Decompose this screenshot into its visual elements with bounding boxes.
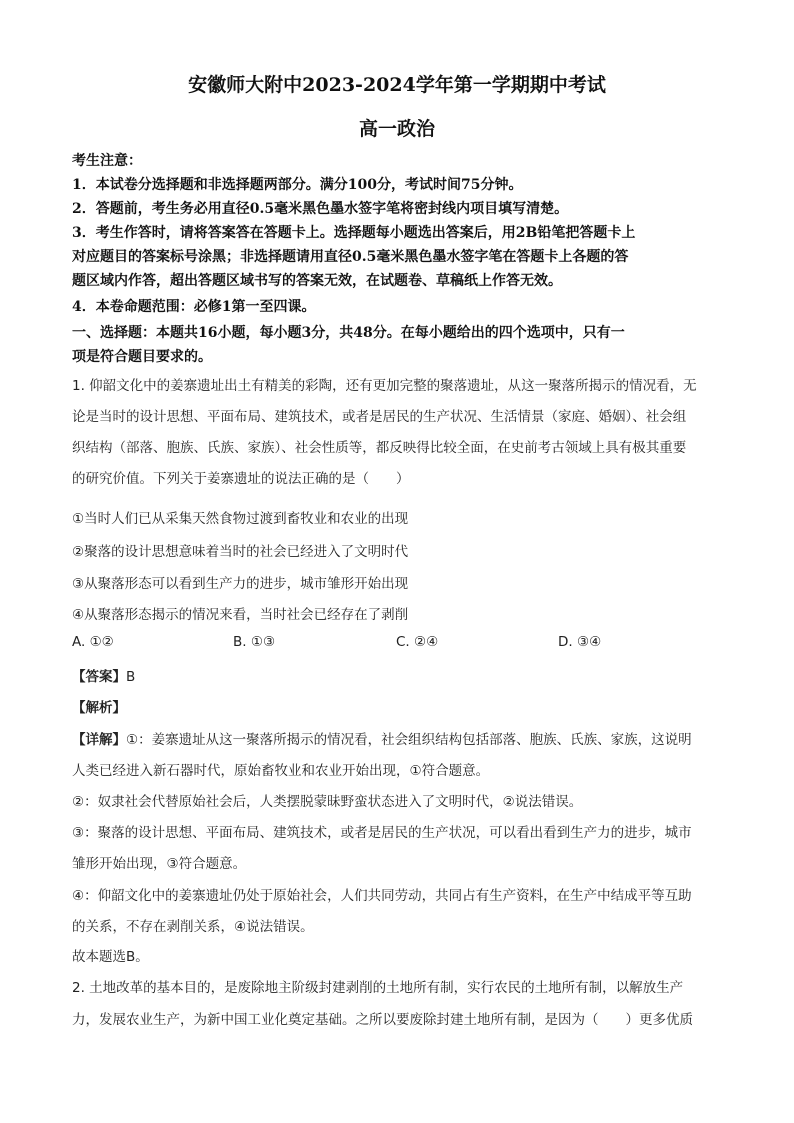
option-b: B. ①③ [233,634,276,650]
question-1-statement: ④从聚落形态揭示的情况来看，当时社会已经存在了剥削 [72,607,409,623]
detail-line: 的关系，不存在剥削关系，④说法错误。 [72,919,314,935]
detail-text: ①：姜寨遗址从这一聚落所揭示的情况看，社会组织结构包括部落、胞族、氏族、家族，这说明 [126,732,692,748]
detail-line: 雏形开始出现，③符合题意。 [72,856,247,872]
notice-item: 题区域内作答，超出答题区域书写的答案无效，在试题卷、草稿纸上作答无效。 [72,273,562,289]
question-1-statement: ①当时人们已从采集天然食物过渡到畜牧业和农业的出现 [72,511,409,527]
answer-line [72,665,722,685]
question-1-stem: 1. 仰韶文化中的姜寨遗址出土有精美的彩陶，还有更加完整的聚落遗址，从这一聚落所揭示的情况看，无 [72,378,697,394]
detail-line [72,728,722,748]
question-1-stem: 织结构（部落、胞族、氏族、家族）、社会性质等，都反映得比较全面，在史前考古领域上具有极其重要 [72,440,687,456]
notice-item: 4．本卷命题范围：必修1第一至四课。 [72,299,316,315]
question-1-stem: 论是当时的设计思想、平面布局、建筑技术，或者是居民的生产状况、生活情景（家庭、婚姻）、社会组 [72,409,687,425]
question-1-stem: 的研究价值。下列关于姜寨遗址的说法正确的是（ ） [72,471,410,487]
option-a: A. ①② [72,634,114,650]
detail-line: 人类已经进入新石器时代，原始畜牧业和农业开始出现，①符合题意。 [72,763,490,779]
detail-label: 【详解】 [72,732,126,748]
conclusion-line: 故本题选B。 [72,949,149,965]
question-2-stem: 力，发展农业生产，为新中国工业化奠定基础。之所以要废除封建土地所有制，是因为（ ）更多优质 [72,1012,693,1028]
notice-item: 2．答题前，考生务必用直径0.5毫米黑色墨水签字笔将密封线内项目填写清楚。 [72,201,569,217]
exam-subject: 高一政治 [358,118,435,140]
analysis-label: 【解析】 [72,700,126,716]
option-d: D. ③④ [558,634,602,650]
exam-title: 安徽师大附中2023-2024学年第一学期期中考试 [188,74,606,96]
section-heading: 项是符合题目要求的。 [72,349,212,365]
question-1-options [72,634,722,654]
question-2-stem: 2. 土地改革的基本目的，是废除地主阶级封建剥削的土地所有制，实行农民的土地所有制，以解放生产 [72,980,684,996]
notice-item: 1．本试卷分选择题和非选择题两部分。满分100分，考试时间75分钟。 [72,177,523,193]
question-1-statement: ②聚落的设计思想意味着当时的社会已经进入了文明时代 [72,544,409,560]
answer-value: B [126,669,136,685]
detail-line: ④：仰韶文化中的姜寨遗址仍处于原始社会，人们共同劳动，共同占有生产资料，在生产中结成平等互助 [72,888,692,904]
option-c: C. ②④ [396,634,439,650]
notice-item: 对应题目的答案标号涂黑；非选择题请用直径0.5毫米黑色墨水签字笔在答题卡上各题的答 [72,249,629,265]
question-1-statement: ③从聚落形态可以看到生产力的进步，城市雏形开始出现 [72,576,409,592]
detail-line: ②：奴隶社会代替原始社会后，人类摆脱蒙昧野蛮状态进入了文明时代，②说法错误。 [72,794,583,810]
notice-item: 3．考生作答时，请将答案答在答题卡上。选择题每小题选出答案后，用2B铅笔把答题卡上 [72,225,636,241]
answer-label: 【答案】 [72,669,126,685]
detail-line: ③：聚落的设计思想、平面布局、建筑技术，或者是居民的生产状况，可以看出看到生产力的进步，城市 [72,825,692,841]
notice-heading: 考生注意： [72,153,142,169]
section-heading: 一、选择题：本题共16小题，每小题3分，共48分。在每小题给出的四个选项中，只有一 [72,325,625,341]
